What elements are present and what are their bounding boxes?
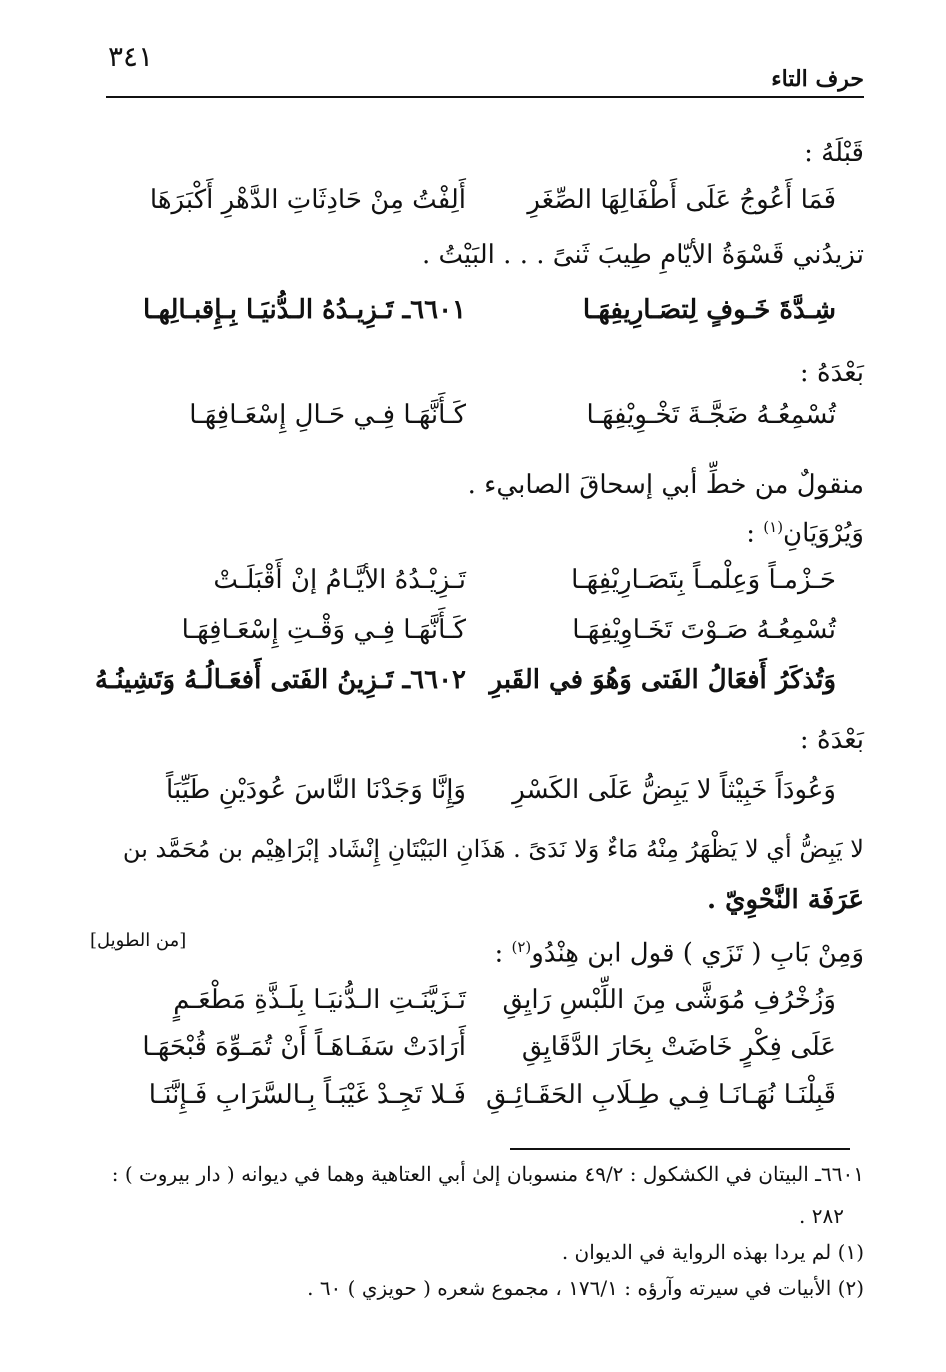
verse-8-second-hemistich: قَبِلْنَـا نُهَـانَـا فِـي طِـلَابِ الحَقَـائِـقِ: [485, 1080, 836, 1110]
yurwayan-colon: :: [746, 518, 764, 549]
footnote-ref-1: (١): [763, 518, 784, 536]
verse-7-first-hemistich: أَرَادَتْ سَفَـاهَـاً أَنْ تُمَـوِّهَ قُبْحَهَـا: [142, 1032, 466, 1062]
verse-3-first-hemistich: تَـزِيْـدُهُ الأيَّـامُ إنْ أَقْبَلَـتْ: [213, 565, 466, 595]
section-intro-text: وَمِنْ بَابِ ( تَزَي ) قول ابن هِنْدُو: [531, 938, 864, 969]
verse-5-first-hemistich: وَإِنَّا وَجَدْنَا النَّاسَ عُودَيْنِ طَيِّبَاً: [166, 775, 466, 805]
prose-attribution: عَرَفَة النَّحْوِيّ .: [707, 885, 864, 915]
verse-6-second-hemistich: وَزُخْرُفِ مُوَشَّى مِنَ اللِّبْسِ رَايِقِ: [502, 985, 836, 1015]
footnote-2: (٢) الأبيات في سيرته وآرؤه : ١٧٦/١ ، مجموع شعره ( حويزي ) ٦٠ .: [307, 1276, 864, 1300]
verse-3-second-hemistich: حَـزْمـاً وَعِلْمـاً بِتَصَـارِيْفِهَـا: [571, 565, 836, 595]
section-intro: [494, 938, 864, 969]
header-rule: [106, 96, 864, 98]
verse-7-second-hemistich: عَلَى فِكْرٍ خَاضَتْ بِحَارَ الدَّقَايِقِ: [521, 1032, 836, 1062]
verse-4-first-hemistich: كَـأَنَّهَـا فِـي وَقْـتِ إِسْعَـافِهَـا: [181, 615, 466, 645]
verse-4-second-hemistich: تُسْمِعُـهُ صَـوْتَ تَخَـاوِيْفِهَـا: [572, 615, 836, 645]
verse-1-first-hemistich: أَلِفْتُ مِنْ حَادِثَاتِ الدَّهْرِ أَكْبَرَهَا: [149, 185, 466, 215]
meter-label: [من الطويل]: [90, 930, 187, 951]
footnote-6601: ٦٦٠١ـ البيتان في الكشكول : ٤٩/٢ منسوبان إلىٰ أبي العتاهية وهما في ديوانه ( دار بيروت ) :: [111, 1162, 864, 1186]
footnote-6601-continued: ٢٨٢ .: [799, 1204, 844, 1228]
footnote-ref-2: (٢): [511, 938, 532, 956]
prose-explanation: لا يَبِضُّ أي لا يَظْهَرُ مِنْهُ مَاءٌ وَلا نَدَىً . هَذَانِ البَيْتَانِ إِنْشَاد إبْرَاهِيْم بن مُحَمَّد بن: [122, 835, 864, 863]
verse-2-second-hemistich: تُسْمِعُـهُ ضَجَّـةَ تَخْـوِيْفِهَـا: [586, 400, 836, 430]
label-qablahu: قَبْلَهُ :: [804, 138, 864, 168]
verse-6602-first-hemistich: ٦٦٠٢ـ تَـزِينُ الفَتى أَفعَـالُـهُ وَتَشِينُـهُ: [94, 665, 466, 695]
running-header: حرف التاء: [771, 66, 864, 92]
label-yurwayan: [746, 518, 864, 549]
section-intro-colon: :: [494, 938, 512, 969]
verse-8-first-hemistich: فَـلا تَجِـدْ غَيْبَـاً بِـالسَّرَابِ فَـإِنَّنَـا: [148, 1080, 466, 1110]
yurwayan-text: وَيُرْوَيَانِ: [783, 518, 864, 549]
page-number: ٣٤١: [108, 40, 154, 73]
verse-5-second-hemistich: وَعُودَاً خَبِيْثاً لا يَبِضُّ عَلَى الكَسْرِ: [512, 775, 836, 805]
footnote-rule: [510, 1148, 850, 1150]
verse-6601-second-hemistich: شِـدَّةَ خَـوفٍ لِتصَـارِيفِهَـا: [582, 295, 836, 325]
label-badahu-2: بَعْدَهُ :: [799, 725, 864, 755]
source-note: منقولٌ من خطِّ أبي إسحاقَ الصابيء .: [467, 470, 864, 500]
verse-6601-first-hemistich: ٦٦٠١ـ تَـزِيـدُهُ الـدُّنيَـا بِـإِقبـالِهـا: [142, 295, 466, 325]
verse-6602-second-hemistich: وَتُذكَرُ أَفعَالُ الفَتى وَهُوَ في القَبرِ: [489, 665, 836, 695]
label-badahu: بَعْدَهُ :: [799, 358, 864, 388]
verse-1-second-hemistich: فَمَا أَعُوجُ عَلَى أَطْفَالِهَا الصِّغَرِ: [527, 185, 836, 215]
footnote-1: (١) لم يردا بهذه الرواية في الديوان .: [561, 1240, 864, 1264]
verse-line-tazidni: تزيدُني قَسْوَةُ الأيّامِ طِيبَ ثَنىً . . . البَيْتُ .: [422, 240, 864, 270]
verse-2-first-hemistich: كَـأَنَّهَـا فِـي حَـالِ إِسْعَـافِهَـا: [189, 400, 466, 430]
verse-6-first-hemistich: تَـزَيَّنَـتِ الـدُّنيَـا بِلَـذَّةِ مَطْعَـمٍ: [173, 985, 466, 1015]
